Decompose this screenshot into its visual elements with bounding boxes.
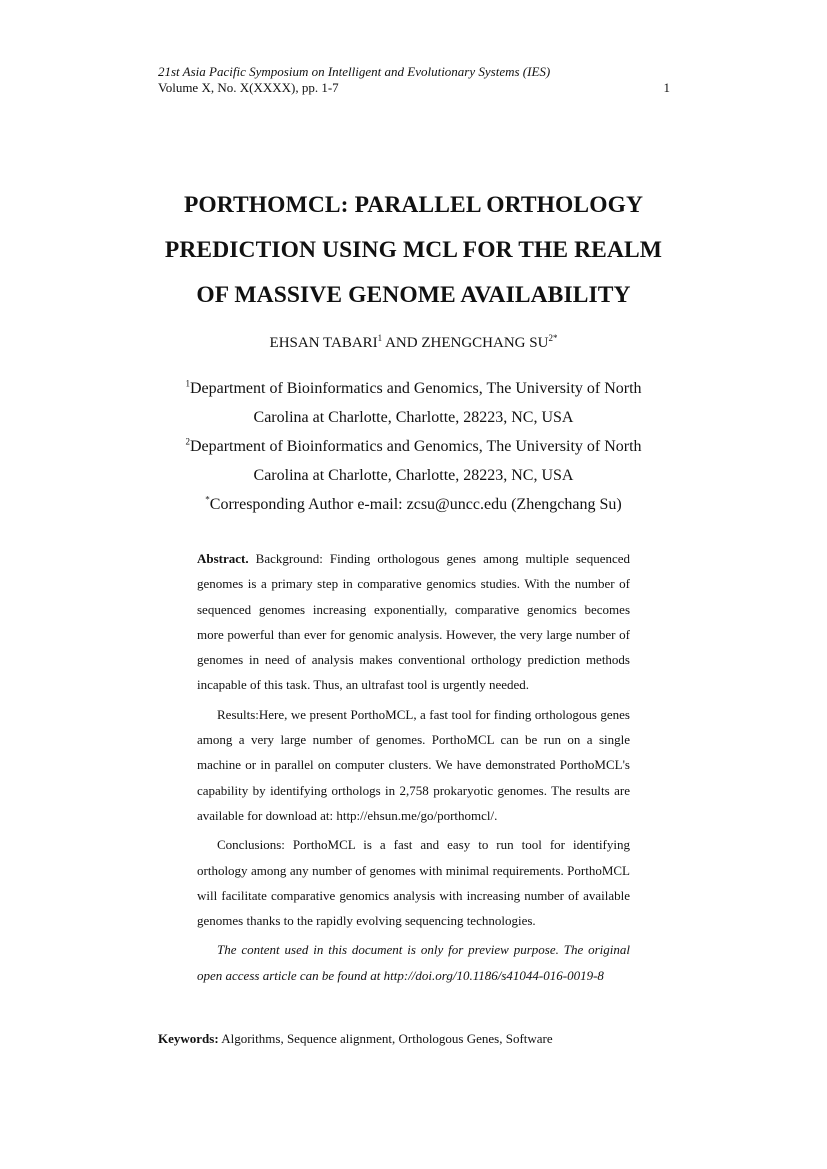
keywords [158,1030,670,1048]
journal-name: 21st Asia Pacific Symposium on Intelligent and Evolutionary Systems (IES) [158,64,551,79]
affiliation: $^2$Department of Bioinformatics and Genomics, The University of North [185,436,642,455]
corresponding-marker: * [205,494,210,505]
page-number: 1 [663,80,670,95]
title-line: PREDICTION USING MCL FOR THE REALM [164,237,663,263]
affiliations [160,374,667,519]
preview-note: The content used in this document is only for preview purpose. The original open access article can be found at http://doi.org/10.1186/s41044-016-0019-8 [197,942,630,983]
volume-line [158,80,670,96]
affiliation-continued: Carolina at Charlotte, Charlotte, 28223, NC, USA [253,409,574,426]
author-list [140,333,687,353]
keywords-list: Algorithms, Sequence alignment, Orthologous Genes, Software [221,1031,553,1046]
corresponding-author: *Corresponding Author e-mail: zcsu@uncc.edu (Zhengchang Su) [205,494,622,513]
author-name: ZHENGCHANG SU [421,335,549,351]
abstract-conclusions: Conclusions: PorthoMCL is a fast and easy to run tool for identifying orthology among any number of genomes with minimal requirements. PorthoMCL will facilitate comparative genomics analysis with increasing number of available genomes thanks to the rapidly evolving sequencing technologies. [197,837,630,929]
author-conjunction: AND [382,335,422,351]
abstract-label: Abstract. [197,551,249,566]
affiliation-marker: 1 [377,333,383,343]
author-name: EHSAN TABARI [269,335,378,351]
affiliation-continued: Carolina at Charlotte, Charlotte, 28223, NC, USA [253,467,574,484]
affiliation-marker: 2 [185,436,190,447]
abstract-results: Results:Here, we present PorthoMCL, a fast tool for finding orthologous genes among a very large number of genomes. PorthoMCL can be run on a single machine or in parallel on computer clusters. We have demonstrated PorthoMCL's capability by identifying orthologs in 2,758 prokaryotic genomes. The results are available for download at: http://ehsun.me/go/porthomcl/. [197,706,630,823]
affiliation: $^1$Department of Bioinformatics and Genomics, The University of North [185,378,642,397]
abstract [197,546,630,988]
running-header [158,64,670,96]
volume-info: Volume X, No. X(XXXX), pp. 1-7 [158,80,339,95]
affiliation-marker: 2* [548,333,558,343]
paper-title [140,183,687,318]
title-line: PORTHOMCL: PARALLEL ORTHOLOGY [183,192,644,218]
abstract-background: Abstract. Background: Finding orthologous genes among multiple sequenced genomes is a primary step in comparative genomics studies. With the number of sequenced genomes increasing exponentially, comparative genomics becomes more powerful than ever for genomic analysis. However, the very large number of genomes in need of analysis makes conventional orthology prediction methods incapable of this task. Thus, an ultrafast tool is urgently needed. [197,551,630,693]
title-line: OF MASSIVE GENOME AVAILABILITY [196,282,631,308]
keywords-label: Keywords: [158,1031,219,1046]
affiliation-marker: 1 [185,378,190,389]
